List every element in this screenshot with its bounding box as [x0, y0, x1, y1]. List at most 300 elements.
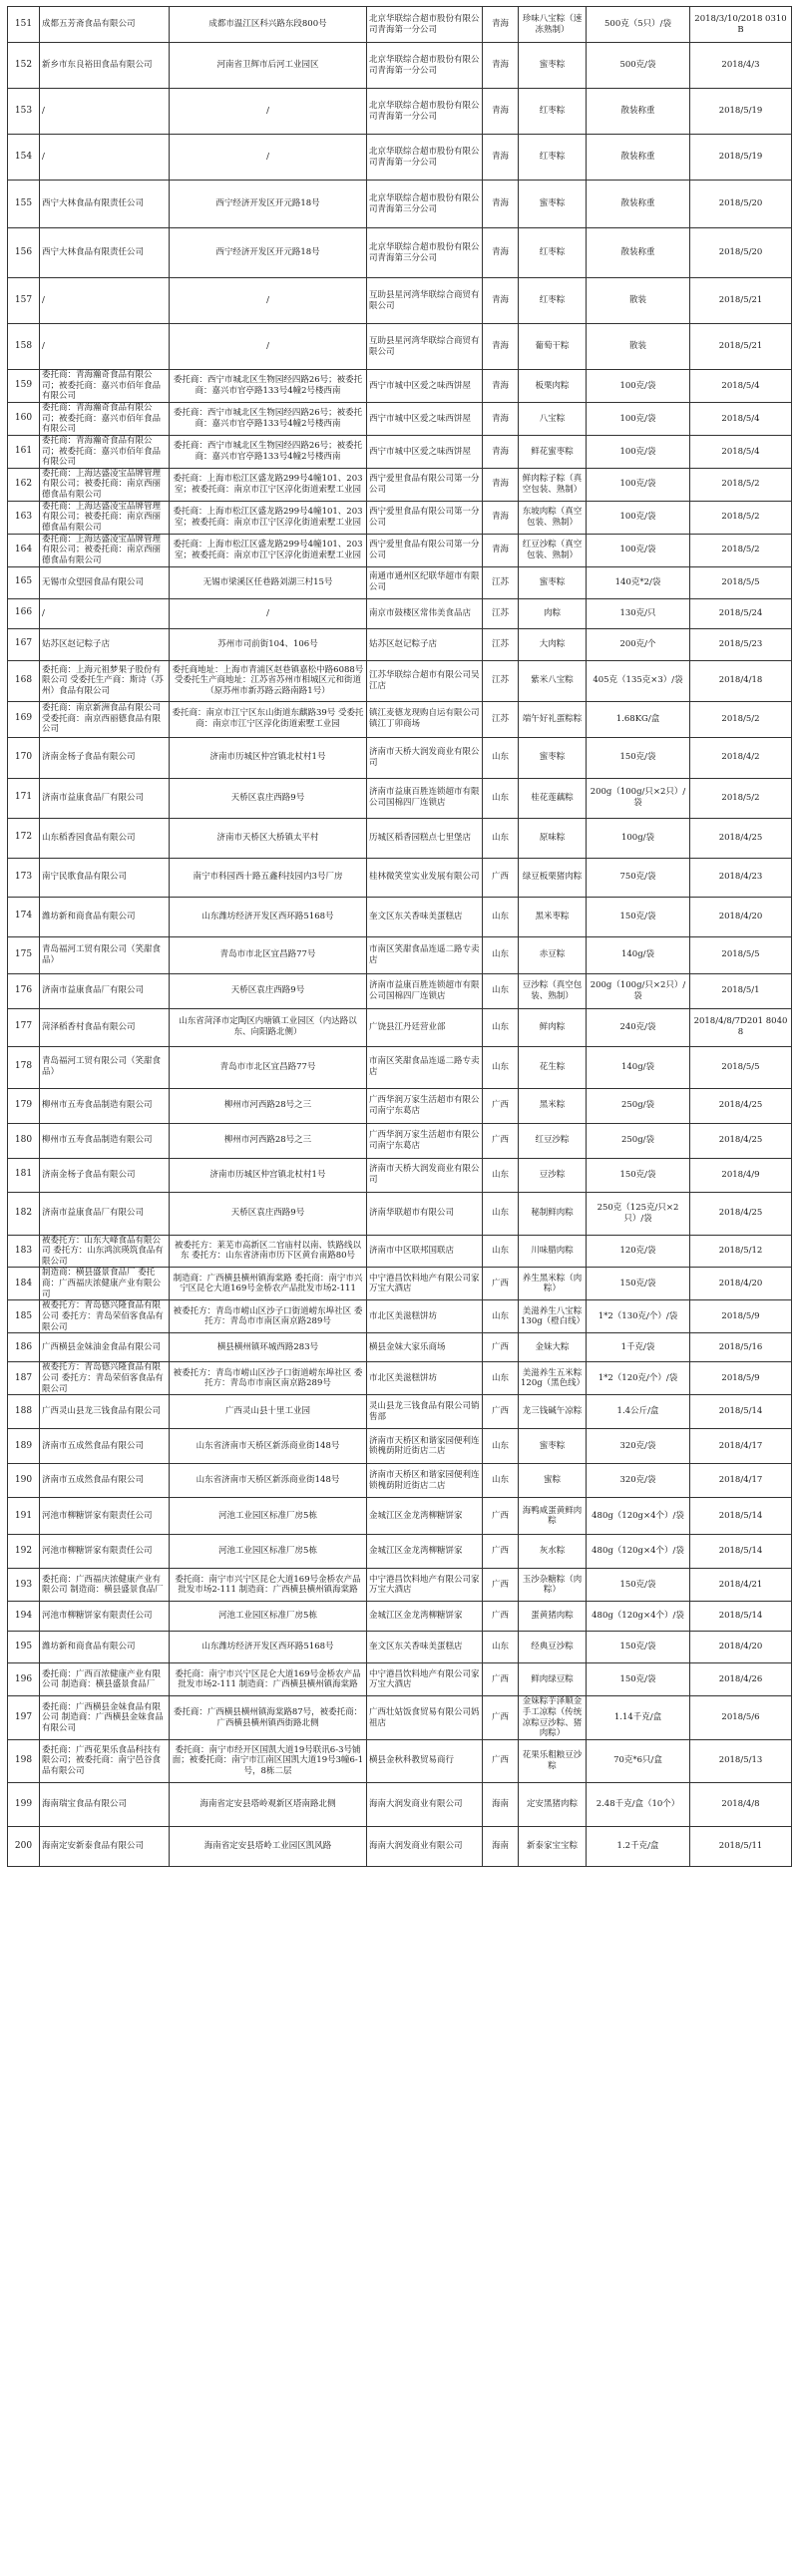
- table-row: [8, 228, 792, 278]
- specification: 100克/袋: [587, 435, 690, 468]
- specification: 100g/袋: [587, 818, 690, 858]
- seller-name: 奎文区东关香味美蛋糕店: [367, 897, 483, 936]
- product-name: 玉沙杂糖粽（肉粽）: [519, 1569, 587, 1602]
- production-date: 2018/5/4: [690, 435, 792, 468]
- row-number: 163: [8, 501, 40, 534]
- province: 青海: [483, 228, 519, 278]
- province: 山东: [483, 1235, 519, 1268]
- producer-address: 被委托方：青岛市崂山区沙子口街道崂东埠社区 委托方：青岛市市南区南京路289号: [170, 1300, 367, 1333]
- producer-name: 南宁民歌食品有限公司: [40, 858, 170, 897]
- province: 山东: [483, 936, 519, 973]
- product-name: 鲜肉粽子粽（真空包装、熟制）: [519, 468, 587, 501]
- specification: 1*2（130克/个）/袋: [587, 1300, 690, 1333]
- table-row: [8, 858, 792, 897]
- product-name: 豆沙粽: [519, 1158, 587, 1192]
- row-number: 178: [8, 1046, 40, 1088]
- specification: 100克/袋: [587, 370, 690, 403]
- product-name: 大肉粽: [519, 628, 587, 660]
- province: 江苏: [483, 628, 519, 660]
- production-date: 2018/4/23: [690, 858, 792, 897]
- producer-name: 被委托方：山东大峰食品有限公司 委托方：山东鸿滨瑛筑食品有限公司: [40, 1235, 170, 1268]
- seller-name: 济南市中区联邦国联店: [367, 1235, 483, 1268]
- row-number: 180: [8, 1123, 40, 1158]
- table-row: [8, 1333, 792, 1362]
- production-date: 2018/5/20: [690, 181, 792, 228]
- producer-name: 柳州市五寿食品制造有限公司: [40, 1123, 170, 1158]
- producer-address: 天桥区袁庄西路9号: [170, 778, 367, 818]
- province: 山东: [483, 818, 519, 858]
- specification: 480g（120g×4个）/袋: [587, 1535, 690, 1569]
- producer-address: 山东潍坊经济开发区西环路5168号: [170, 1632, 367, 1663]
- producer-address: 横县横州镇环城西路283号: [170, 1333, 367, 1362]
- seller-name: 金城江区金龙湾柳糖饼家: [367, 1602, 483, 1632]
- specification: 150克/袋: [587, 1569, 690, 1602]
- province: 山东: [483, 1300, 519, 1333]
- table-row: [8, 89, 792, 135]
- table-row: [8, 1046, 792, 1088]
- product-name: 海鸭咸蛋黄鲜肉粽: [519, 1498, 587, 1535]
- province: 广西: [483, 1602, 519, 1632]
- producer-address: /: [170, 89, 367, 135]
- province: 青海: [483, 403, 519, 436]
- table-row: [8, 1429, 792, 1464]
- production-date: 2018/5/4: [690, 370, 792, 403]
- producer-address: 济南市历城区仲宫镇北杖村1号: [170, 737, 367, 778]
- product-name: 花果乐粗粮豆沙粽: [519, 1739, 587, 1782]
- producer-name: 委托商：青海瀚奇食品有限公司；被委托商：嘉兴市佰年食品有限公司: [40, 370, 170, 403]
- product-name: 秘制鲜肉粽: [519, 1192, 587, 1235]
- province: 广西: [483, 1268, 519, 1300]
- producer-address: 委托商：南京市江宁区东山街道东麒路39号 受委托商：南京市江宁区淳化街道索墅工业园: [170, 701, 367, 737]
- province: 海南: [483, 1826, 519, 1866]
- table-row: [8, 324, 792, 370]
- seller-name: 中宁港昌饮料地产有限公司家万宝大酒店: [367, 1569, 483, 1602]
- table-row: [8, 1362, 792, 1395]
- row-number: 155: [8, 181, 40, 228]
- producer-address: 广西灵山县十里工业园: [170, 1395, 367, 1429]
- producer-address: 山东省济南市天桥区新泺商业街148号: [170, 1464, 367, 1498]
- production-date: 2018/4/2: [690, 737, 792, 778]
- production-date: 2018/4/20: [690, 897, 792, 936]
- producer-address: 委托商：西宁市城北区生物园经四路26号；被委托商：嘉兴市官亭路133号4幢2号楼西南: [170, 403, 367, 436]
- production-date: 2018/4/20: [690, 1632, 792, 1663]
- production-date: 2018/5/21: [690, 278, 792, 324]
- row-number: 166: [8, 598, 40, 628]
- specification: 200克/个: [587, 628, 690, 660]
- producer-address: /: [170, 278, 367, 324]
- province: 山东: [483, 1008, 519, 1046]
- producer-address: 天桥区袁庄西路9号: [170, 973, 367, 1008]
- product-name: 川味腊肉粽: [519, 1235, 587, 1268]
- province: 广西: [483, 1498, 519, 1535]
- specification: 150克/袋: [587, 1158, 690, 1192]
- producer-name: 委托商：广西横县金妹食品有限公司 制造商：广西横县金妹食品有限公司: [40, 1696, 170, 1740]
- specification: 1.4公斤/盒: [587, 1395, 690, 1429]
- province: 山东: [483, 897, 519, 936]
- seller-name: 互助县星河湾华联综合商贸有限公司: [367, 278, 483, 324]
- product-name: 美滋养生五米粽120g（黑色线）: [519, 1362, 587, 1395]
- specification: 100克/袋: [587, 468, 690, 501]
- specification: 100克/袋: [587, 403, 690, 436]
- specification: 500克（5只）/袋: [587, 7, 690, 43]
- table-row: [8, 1663, 792, 1696]
- production-date: 2018/4/20: [690, 1268, 792, 1300]
- province: 山东: [483, 973, 519, 1008]
- producer-name: 委托商：广西百浓健康产业有限公司 制造商：横县盛景食品厂: [40, 1663, 170, 1696]
- province: 青海: [483, 7, 519, 43]
- production-date: 2018/5/11: [690, 1826, 792, 1866]
- production-date: 2018/5/20: [690, 228, 792, 278]
- producer-name: 济南金杨子食品有限公司: [40, 1158, 170, 1192]
- producer-name: 海南瑞宝食品有限公司: [40, 1782, 170, 1826]
- seller-name: 市北区美滋糕饼坊: [367, 1300, 483, 1333]
- producer-address: 苏州市司前街104、106号: [170, 628, 367, 660]
- table-row: [8, 1300, 792, 1333]
- production-date: 2018/4/17: [690, 1429, 792, 1464]
- specification: 散装: [587, 324, 690, 370]
- table-row: [8, 1235, 792, 1268]
- production-date: 2018/5/14: [690, 1535, 792, 1569]
- province: 青海: [483, 534, 519, 566]
- table-row: [8, 1696, 792, 1740]
- producer-name: 济南市五成然食品有限公司: [40, 1464, 170, 1498]
- table-row: [8, 1826, 792, 1866]
- producer-address: 委托商：上海市松江区盛龙路299号4幢101、203室；被委托商：南京市江宁区淳化街道索墅工业园: [170, 501, 367, 534]
- production-date: 2018/4/26: [690, 1663, 792, 1696]
- production-date: 2018/5/2: [690, 468, 792, 501]
- row-number: 188: [8, 1395, 40, 1429]
- product-name: 东坡肉粽（真空包装、熟制）: [519, 501, 587, 534]
- product-name: 黑米枣粽: [519, 897, 587, 936]
- row-number: 198: [8, 1739, 40, 1782]
- production-date: 2018/4/3: [690, 43, 792, 89]
- specification: 200g（100g/只×2只）/袋: [587, 778, 690, 818]
- specification: 750克/袋: [587, 858, 690, 897]
- seller-name: 北京华联综合超市股份有限公司青海第一分公司: [367, 89, 483, 135]
- seller-name: 历城区稻香园糕点七里堡店: [367, 818, 483, 858]
- producer-address: 委托商：南宁市经开区国凯大道19号联讯6-3号铺面；被委托商：南宁市江南区国凯大道19号3幢6-1号，8栋二层: [170, 1739, 367, 1782]
- specification: 320克/袋: [587, 1429, 690, 1464]
- producer-name: /: [40, 89, 170, 135]
- seller-name: 西宁市城中区爱之味西饼屋: [367, 403, 483, 436]
- product-name: 赤豆粽: [519, 936, 587, 973]
- seller-name: 市北区美滋糕饼坊: [367, 1362, 483, 1395]
- producer-address: 河南省卫辉市后河工业园区: [170, 43, 367, 89]
- product-name: 桂花莲藕粽: [519, 778, 587, 818]
- province: 青海: [483, 370, 519, 403]
- seller-name: 金城江区金龙湾柳糖饼家: [367, 1535, 483, 1569]
- producer-name: 济南市五成然食品有限公司: [40, 1429, 170, 1464]
- specification: 1千克/袋: [587, 1333, 690, 1362]
- specification: 140g/袋: [587, 1046, 690, 1088]
- specification: 150克/袋: [587, 1663, 690, 1696]
- table-row: [8, 1268, 792, 1300]
- row-number: 156: [8, 228, 40, 278]
- production-date: 2018/5/2: [690, 778, 792, 818]
- product-name: 经典豆沙粽: [519, 1632, 587, 1663]
- specification: 1.68KG/盒: [587, 701, 690, 737]
- table-row: [8, 7, 792, 43]
- producer-address: 成都市温江区科兴路东段800号: [170, 7, 367, 43]
- seller-name: 济南市益康百胜连锁超市有限公司国棉四厂连锁店: [367, 973, 483, 1008]
- product-name: 鲜花蜜枣粽: [519, 435, 587, 468]
- row-number: 179: [8, 1088, 40, 1123]
- table-row: [8, 737, 792, 778]
- production-date: 2018/3/10/2018 0310B: [690, 7, 792, 43]
- province: 青海: [483, 135, 519, 181]
- product-name: 蜜枣粽: [519, 43, 587, 89]
- product-name: 红枣粽: [519, 278, 587, 324]
- table-row: [8, 278, 792, 324]
- production-date: 2018/5/14: [690, 1395, 792, 1429]
- seller-name: 西宁爱里食品有限公司第一分公司: [367, 534, 483, 566]
- product-name: 红枣粽: [519, 135, 587, 181]
- province: 青海: [483, 181, 519, 228]
- specification: 70克*6只/盒: [587, 1739, 690, 1782]
- producer-name: 潍坊新和商食品有限公司: [40, 1632, 170, 1663]
- product-name: 八宝粽: [519, 403, 587, 436]
- producer-name: 成都五芳斋食品有限公司: [40, 7, 170, 43]
- table-row: [8, 598, 792, 628]
- producer-address: 委托商：西宁市城北区生物园经四路26号；被委托商：嘉兴市官亭路133号4幢2号楼西南: [170, 435, 367, 468]
- specification: 140g/袋: [587, 936, 690, 973]
- product-name: 蜜枣粽: [519, 181, 587, 228]
- specification: 140克*2/袋: [587, 566, 690, 598]
- row-number: 184: [8, 1268, 40, 1300]
- row-number: 190: [8, 1464, 40, 1498]
- producer-address: 青岛市市北区宜昌路77号: [170, 936, 367, 973]
- production-date: 2018/5/16: [690, 1333, 792, 1362]
- seller-name: 南京市鼓楼区常伟美食品店: [367, 598, 483, 628]
- producer-address: 济南市历城区仲宫镇北杖村1号: [170, 1158, 367, 1192]
- row-number: 187: [8, 1362, 40, 1395]
- row-number: 153: [8, 89, 40, 135]
- production-date: 2018/5/4: [690, 403, 792, 436]
- production-date: 2018/5/5: [690, 1046, 792, 1088]
- seller-name: 济南市天桥区和谐家园便利连锁槐荫附近街店二店: [367, 1464, 483, 1498]
- province: 江苏: [483, 566, 519, 598]
- production-date: 2018/4/8/7D201 80408: [690, 1008, 792, 1046]
- row-number: 199: [8, 1782, 40, 1826]
- province: 广西: [483, 1696, 519, 1740]
- production-date: 2018/5/19: [690, 89, 792, 135]
- seller-name: 广饶县江丹廷营业部: [367, 1008, 483, 1046]
- table-row: [8, 501, 792, 534]
- producer-name: 青岛福河工贸有限公司（笑甜食品）: [40, 936, 170, 973]
- table-row: [8, 43, 792, 89]
- seller-name: 北京华联综合超市股份有限公司青海第三分公司: [367, 181, 483, 228]
- table-row: [8, 1632, 792, 1663]
- production-date: 2018/5/24: [690, 598, 792, 628]
- row-number: 196: [8, 1663, 40, 1696]
- producer-address: 委托商：南宁市兴宁区昆仑大道169号金桥农产品批发市场2-111 制造商：广西横县横州镇海棠路: [170, 1663, 367, 1696]
- specification: 200g（100g/只×2只）/袋: [587, 973, 690, 1008]
- table-row: [8, 370, 792, 403]
- product-name: 绿豆板栗猪肉粽: [519, 858, 587, 897]
- production-date: 2018/5/12: [690, 1235, 792, 1268]
- table-row: [8, 135, 792, 181]
- production-date: 2018/4/25: [690, 818, 792, 858]
- province: 广西: [483, 1569, 519, 1602]
- row-number: 162: [8, 468, 40, 501]
- producer-address: 海南省定安县塔岭工业园区凯风路: [170, 1826, 367, 1866]
- row-number: 165: [8, 566, 40, 598]
- seller-name: 中宁港昌饮料地产有限公司家万宝大酒店: [367, 1268, 483, 1300]
- producer-address: 委托商：南宁市兴宁区昆仑大道169号金桥农产品批发市场2-111 制造商：广西横县横州镇海棠路: [170, 1569, 367, 1602]
- producer-name: 委托商：广西福庆浓健康产业有限公司 制造商：横县盛景食品厂: [40, 1569, 170, 1602]
- production-date: 2018/5/1: [690, 973, 792, 1008]
- producer-name: /: [40, 278, 170, 324]
- producer-name: 西宁大林食品有限责任公司: [40, 181, 170, 228]
- seller-name: 金城江区金龙湾柳糖饼家: [367, 1498, 483, 1535]
- producer-name: 济南市益康食品厂有限公司: [40, 973, 170, 1008]
- row-number: 174: [8, 897, 40, 936]
- specification: 150克/袋: [587, 1632, 690, 1663]
- row-number: 176: [8, 973, 40, 1008]
- seller-name: 镇江麦德龙现购自运有限公司镇江丁卯商场: [367, 701, 483, 737]
- product-name: 龙三钱碱午凉粽: [519, 1395, 587, 1429]
- producer-name: 山东稻香园食品有限公司: [40, 818, 170, 858]
- seller-name: 横县金秋科教贸易商行: [367, 1739, 483, 1782]
- producer-address: 南宁市科园西十路五鑫科技园内3号厂房: [170, 858, 367, 897]
- producer-name: 委托商：青海瀚奇食品有限公司；被委托商：嘉兴市佰年食品有限公司: [40, 435, 170, 468]
- table-row: [8, 1602, 792, 1632]
- table-row: [8, 1782, 792, 1826]
- seller-name: 横县金妹大家乐商场: [367, 1333, 483, 1362]
- producer-name: /: [40, 324, 170, 370]
- specification: 250克（125克/只×2只）/袋: [587, 1192, 690, 1235]
- production-date: 2018/4/18: [690, 660, 792, 701]
- product-name: 蜜枣粽: [519, 737, 587, 778]
- producer-address: 山东省菏泽市定陶区内塘镇工业园区（内达路以东、向阳路北侧）: [170, 1008, 367, 1046]
- production-date: 2018/5/21: [690, 324, 792, 370]
- product-name: 美滋养生八宝粽130g（橙白线）: [519, 1300, 587, 1333]
- product-name: 原味粽: [519, 818, 587, 858]
- product-name: 肉粽: [519, 598, 587, 628]
- specification: 150克/袋: [587, 1268, 690, 1300]
- producer-address: 济南市天桥区大桥镇太平村: [170, 818, 367, 858]
- province: 山东: [483, 1046, 519, 1088]
- province: 青海: [483, 278, 519, 324]
- province: 山东: [483, 1429, 519, 1464]
- table-row: [8, 818, 792, 858]
- table-row: [8, 1158, 792, 1192]
- row-number: 168: [8, 660, 40, 701]
- product-name: 紫米八宝粽: [519, 660, 587, 701]
- province: 山东: [483, 1464, 519, 1498]
- production-date: 2018/4/25: [690, 1192, 792, 1235]
- table-row: [8, 628, 792, 660]
- seller-name: 奎文区东关香味美蛋糕店: [367, 1632, 483, 1663]
- specification: 250g/袋: [587, 1123, 690, 1158]
- producer-name: 西宁大林食品有限责任公司: [40, 228, 170, 278]
- production-date: 2018/5/13: [690, 1739, 792, 1782]
- row-number: 181: [8, 1158, 40, 1192]
- producer-address: 山东潍坊经济开发区西环路5168号: [170, 897, 367, 936]
- producer-name: 济南市益康食品厂有限公司: [40, 778, 170, 818]
- product-name: 金妹粽芋泽顺金手工凉粽（传统凉粽豆沙粽、猪肉粽）: [519, 1696, 587, 1740]
- seller-name: 互助县星河湾华联综合商贸有限公司: [367, 324, 483, 370]
- table-row: [8, 1535, 792, 1569]
- production-date: 2018/5/5: [690, 936, 792, 973]
- producer-name: 河池市柳糖饼家有限责任公司: [40, 1535, 170, 1569]
- province: 广西: [483, 1663, 519, 1696]
- product-name: 定安黑猪肉粽: [519, 1782, 587, 1826]
- production-date: 2018/4/9: [690, 1158, 792, 1192]
- row-number: 185: [8, 1300, 40, 1333]
- product-name: 红枣粽: [519, 89, 587, 135]
- seller-name: 北京华联综合超市股份有限公司青海第一分公司: [367, 43, 483, 89]
- row-number: 182: [8, 1192, 40, 1235]
- table-row: [8, 1008, 792, 1046]
- producer-name: 委托商：青海瀚奇食品有限公司；被委托商：嘉兴市佰年食品有限公司: [40, 403, 170, 436]
- producer-name: 被委托方：青岛德兴隆食品有限公司 委托方：青岛荣佰客食品有限公司: [40, 1362, 170, 1395]
- producer-address: 西宁经济开发区开元路18号: [170, 228, 367, 278]
- row-number: 197: [8, 1696, 40, 1740]
- row-number: 164: [8, 534, 40, 566]
- seller-name: 济南市天桥大润发商业有限公司: [367, 1158, 483, 1192]
- row-number: 158: [8, 324, 40, 370]
- producer-address: /: [170, 135, 367, 181]
- row-number: 161: [8, 435, 40, 468]
- province: 青海: [483, 43, 519, 89]
- row-number: 189: [8, 1429, 40, 1464]
- row-number: 193: [8, 1569, 40, 1602]
- specification: 1*2（120克/个）/袋: [587, 1362, 690, 1395]
- row-number: 172: [8, 818, 40, 858]
- product-name: 珍味八宝粽（速冻熟制）: [519, 7, 587, 43]
- producer-name: 无锡市众望园食品有限公司: [40, 566, 170, 598]
- table-row: [8, 181, 792, 228]
- province: 广西: [483, 1395, 519, 1429]
- production-date: 2018/4/25: [690, 1123, 792, 1158]
- province: 山东: [483, 1362, 519, 1395]
- producer-address: 无锡市梁溪区任巷路刘湖三村15号: [170, 566, 367, 598]
- production-date: 2018/5/14: [690, 1498, 792, 1535]
- specification: 1.14千克/盒: [587, 1696, 690, 1740]
- producer-name: 委托商：上海元祖梦果子股份有限公司 受委托生产商：斯诗（苏州）食品有限公司: [40, 660, 170, 701]
- seller-name: 海南大润发商业有限公司: [367, 1782, 483, 1826]
- seller-name: 姑苏区赵记粽子店: [367, 628, 483, 660]
- specification: 散装称重: [587, 228, 690, 278]
- row-number: 195: [8, 1632, 40, 1663]
- producer-address: 制造商：广西横县横州镇海棠路 委托商：南宁市兴宁区昆仑大道169号金桥农产品批发市场2-111: [170, 1268, 367, 1300]
- province: 山东: [483, 737, 519, 778]
- producer-address: 山东省济南市天桥区新泺商业街148号: [170, 1429, 367, 1464]
- row-number: 186: [8, 1333, 40, 1362]
- producer-name: 委托商：上海达盛凌宝品牌管理有限公司；被委托商：南京西丽德食品有限公司: [40, 501, 170, 534]
- product-name: 灰水粽: [519, 1535, 587, 1569]
- product-sampling-table: [7, 6, 792, 1867]
- province: 青海: [483, 324, 519, 370]
- row-number: 154: [8, 135, 40, 181]
- row-number: 167: [8, 628, 40, 660]
- table-body: [8, 7, 792, 1867]
- seller-name: 广西壮姑饭食贸易有限公司妈祖店: [367, 1696, 483, 1740]
- table-row: [8, 1498, 792, 1535]
- row-number: 200: [8, 1826, 40, 1866]
- seller-name: 济南市天桥区和谐家园便利连锁槐荫附近街店二店: [367, 1429, 483, 1464]
- seller-name: 西宁爱里食品有限公司第一分公司: [367, 501, 483, 534]
- producer-name: 海南定安新泰食品有限公司: [40, 1826, 170, 1866]
- seller-name: 北京华联综合超市股份有限公司青海第一分公司: [367, 135, 483, 181]
- seller-name: 济南市天桥大润发商业有限公司: [367, 737, 483, 778]
- row-number: 160: [8, 403, 40, 436]
- table-row: [8, 1569, 792, 1602]
- production-date: 2018/4/25: [690, 1088, 792, 1123]
- table-row: [8, 534, 792, 566]
- producer-address: 西宁经济开发区开元路18号: [170, 181, 367, 228]
